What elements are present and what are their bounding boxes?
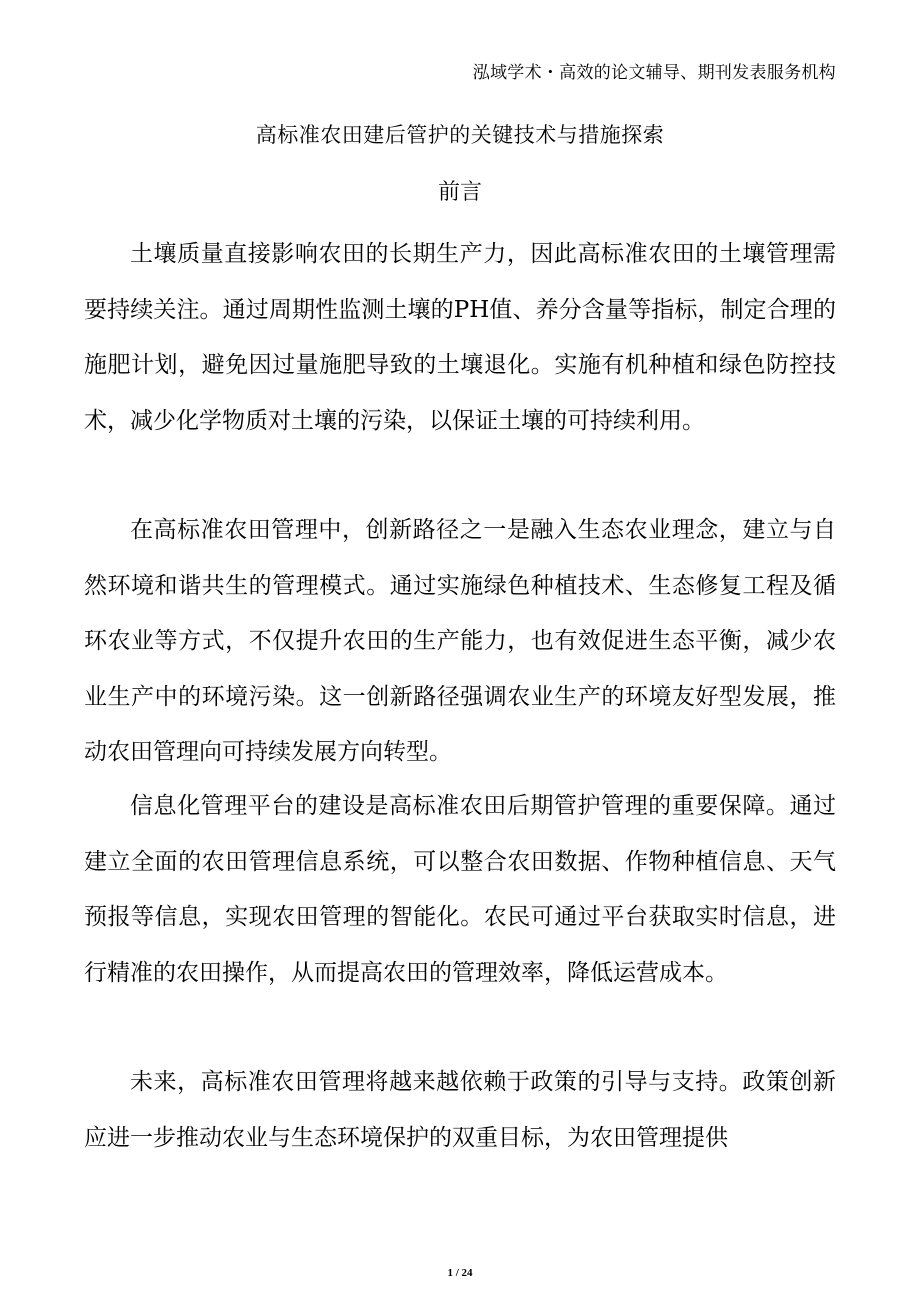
paragraph: 未来，高标准农田管理将越来越依赖于政策的引导与支持。政策创新应进一步推动农业与生态环境保护的双重目标，为农田管理提供 <box>84 1069 836 1151</box>
paragraph: 土壤质量直接影响农田的长期生产力，因此高标准农田的土壤管理需要持续关注。通过周期性监测土壤的PH值、养分含量等指标，制定合理的施肥计划，避免因过量施肥导致的土壤退化。实施有机种植和绿色防控技术，减少化学物质对土壤的污染，以保证土壤的可持续利用。 <box>84 241 836 434</box>
page-number: 1 / 24 <box>447 1267 473 1279</box>
document-title: 高标准农田建后管护的关键技术与措施探索 <box>255 123 665 147</box>
section-heading: 前言 <box>437 180 482 205</box>
paragraph: 在高标准农田管理中，创新路径之一是融入生态农业理念，建立与自然环境和谐共生的管理模式。通过实施绿色种植技术、生态修复工程及循环农业等方式，不仅提升农田的生产能力，也有效促进生态平衡，减少农业生产中的环境污染。这一创新路径强调农业生产的环境友好型发展，推动农田管理向可持续发展方向转型。 <box>84 517 836 765</box>
header-text: 泓域学术・高效的论文辅导、期刊发表服务机构 <box>472 63 836 83</box>
paragraph: 信息化管理平台的建设是高标准农田后期管护管理的重要保障。通过建立全面的农田管理信息系统，可以整合农田数据、作物种植信息、天气预报等信息，实现农田管理的智能化。农民可通过平台获取实时信息，进行精准的农田操作，从而提高农田的管理效率，降低运营成本。 <box>84 793 836 986</box>
